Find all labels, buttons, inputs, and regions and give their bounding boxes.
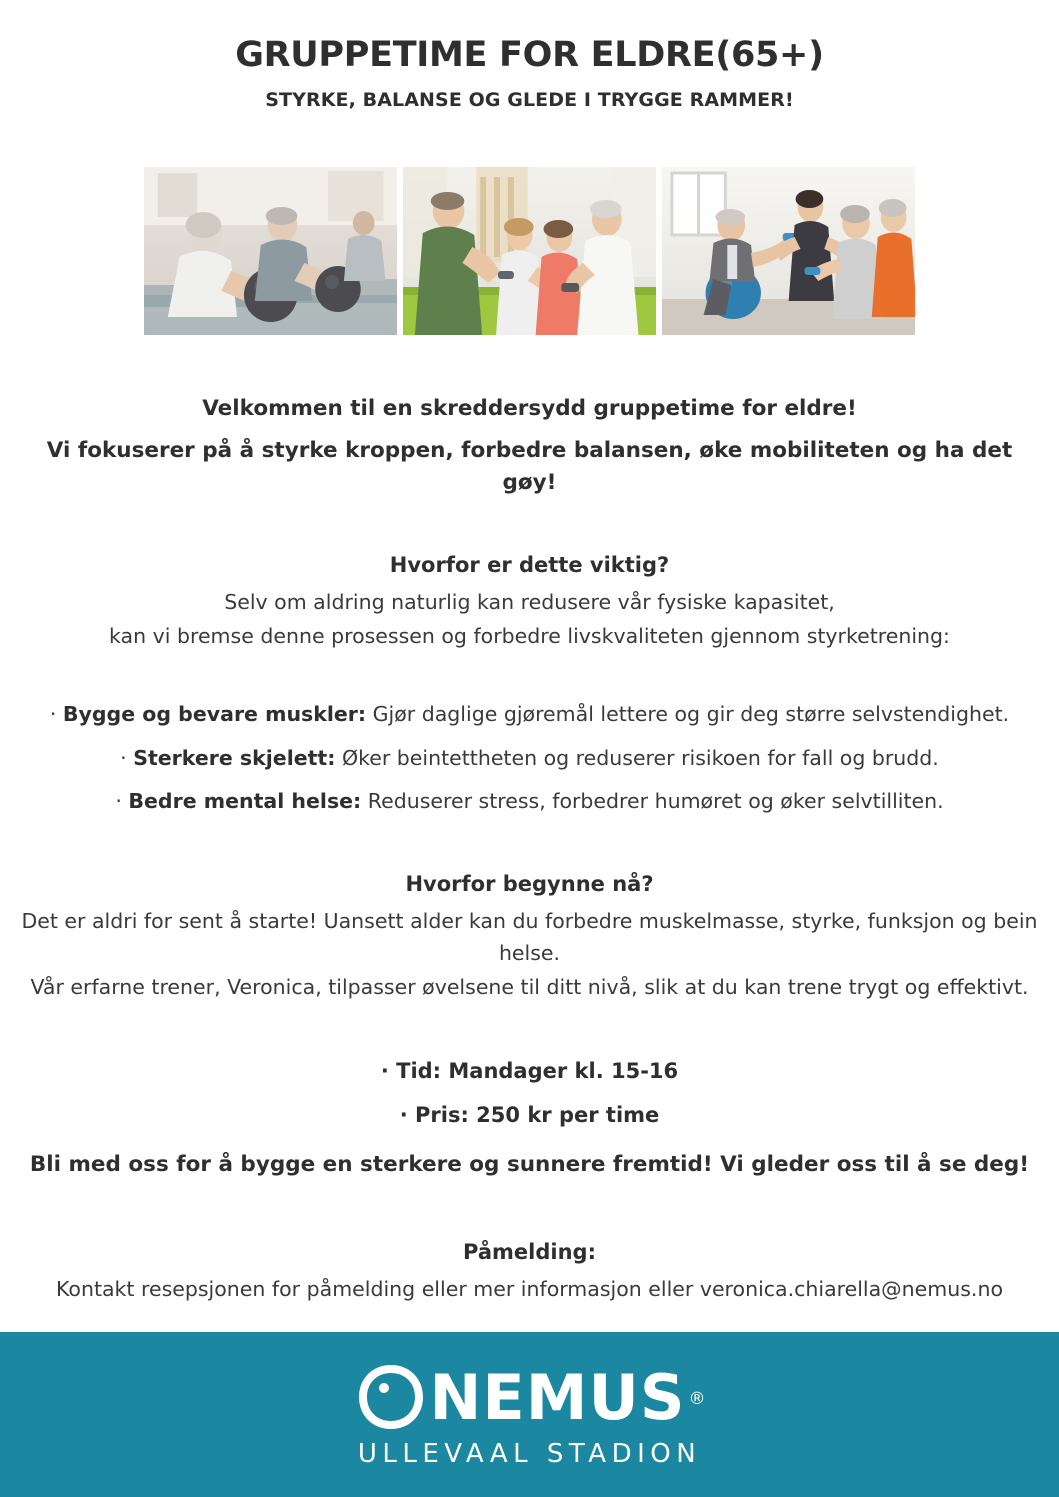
photo-seniors-pilates-balls bbox=[144, 167, 397, 335]
why-important-line-1: Selv om aldring naturlig kan redusere vår fysiske kapasitet, bbox=[224, 590, 835, 615]
detail-time: · Tid: Mandager kl. 15-16 bbox=[380, 1059, 679, 1084]
photo-seniors-pilates-balls-graphic bbox=[144, 167, 397, 335]
benefits-list bbox=[18, 699, 1041, 818]
benefit-text: Reduserer stress, forbedrer humøret og øker selvtilliten. bbox=[361, 789, 944, 814]
page-title: GRUPPETIME FOR ELDRE(65+) bbox=[235, 35, 824, 75]
why-now-line-1: Det er aldri for sent å starte! Uansett alder kan du forbedre muskelmasse, styrke, funksjon og bein helse. bbox=[21, 909, 1038, 965]
intro-line-2: Vi fokuserer på å styrke kroppen, forbedre balansen, øke mobiliteten og ha det gøy! bbox=[46, 437, 1013, 495]
details-block bbox=[18, 1055, 1041, 1181]
photo-seniors-dumbbells-group bbox=[403, 167, 656, 335]
benefit-bullet-marker: · bbox=[115, 789, 122, 814]
benefit-text: Gjør daglige gjøremål lettere og gir deg større selvstendighet. bbox=[366, 701, 1010, 726]
benefit-text: Øker beintettheten og reduserer risikoen for fall og brudd. bbox=[335, 745, 939, 770]
why-important-line-2: kan vi bremse denne prosessen og forbedre livskvaliteten gjennom styrketrening: bbox=[109, 624, 950, 649]
benefit-item bbox=[18, 743, 1041, 775]
detail-price: · Pris: 250 kr per time bbox=[399, 1102, 660, 1127]
nemus-logo bbox=[354, 1361, 706, 1469]
benefit-item bbox=[18, 786, 1041, 818]
benefit-label: Bygge og bevare muskler: bbox=[62, 701, 367, 726]
intro-line-1: Velkommen til en skreddersydd gruppetime for eldre! bbox=[202, 395, 857, 421]
signup-text: Kontakt resepsjonen for påmelding eller mer informasjon eller veronica.chiarella@nemus.no bbox=[56, 1276, 1003, 1301]
call-to-action: Bli med oss for å bygge en sterkere og sunnere fremtid! Vi gleder oss til å se deg! bbox=[29, 1152, 1030, 1178]
benefit-bullet-marker: · bbox=[120, 745, 127, 770]
intro-block bbox=[18, 393, 1041, 500]
benefit-label: Bedre mental helse: bbox=[128, 789, 362, 814]
benefit-item bbox=[18, 699, 1041, 731]
signup-heading: Påmelding: bbox=[463, 1239, 596, 1264]
poster-body bbox=[0, 335, 1059, 1497]
nemus-mark-glyph bbox=[354, 1361, 428, 1433]
photo-strip bbox=[144, 167, 916, 335]
nemus-logo-row bbox=[354, 1361, 706, 1437]
why-now-heading: Hvorfor begynne nå? bbox=[405, 872, 654, 897]
registered-trademark-icon: ® bbox=[688, 1388, 706, 1409]
nemus-wordmark: NEMUS bbox=[429, 1361, 686, 1435]
nemus-location: ULLEVAAL STADION bbox=[357, 1438, 702, 1469]
benefit-bullet-marker: · bbox=[49, 701, 57, 726]
why-important-heading: Hvorfor er dette viktig? bbox=[389, 553, 670, 578]
why-now-line-2: Vår erfarne trener, Veronica, tilpasser øvelsene til ditt nivå, slik at du kan trene trygt og effektivt. bbox=[30, 974, 1029, 999]
footer-bar bbox=[0, 1332, 1059, 1497]
photo-seniors-trainer-ball-graphic bbox=[662, 167, 915, 335]
page-subtitle: STYRKE, BALANSE OG GLEDE I TRYGGE RAMMER! bbox=[265, 88, 794, 111]
benefit-label: Sterkere skjelett: bbox=[133, 745, 336, 770]
nemus-mark-icon bbox=[354, 1361, 428, 1437]
photo-seniors-trainer-ball bbox=[662, 167, 915, 335]
poster-header bbox=[0, 0, 1059, 111]
photo-seniors-dumbbells-group-graphic bbox=[403, 167, 656, 335]
